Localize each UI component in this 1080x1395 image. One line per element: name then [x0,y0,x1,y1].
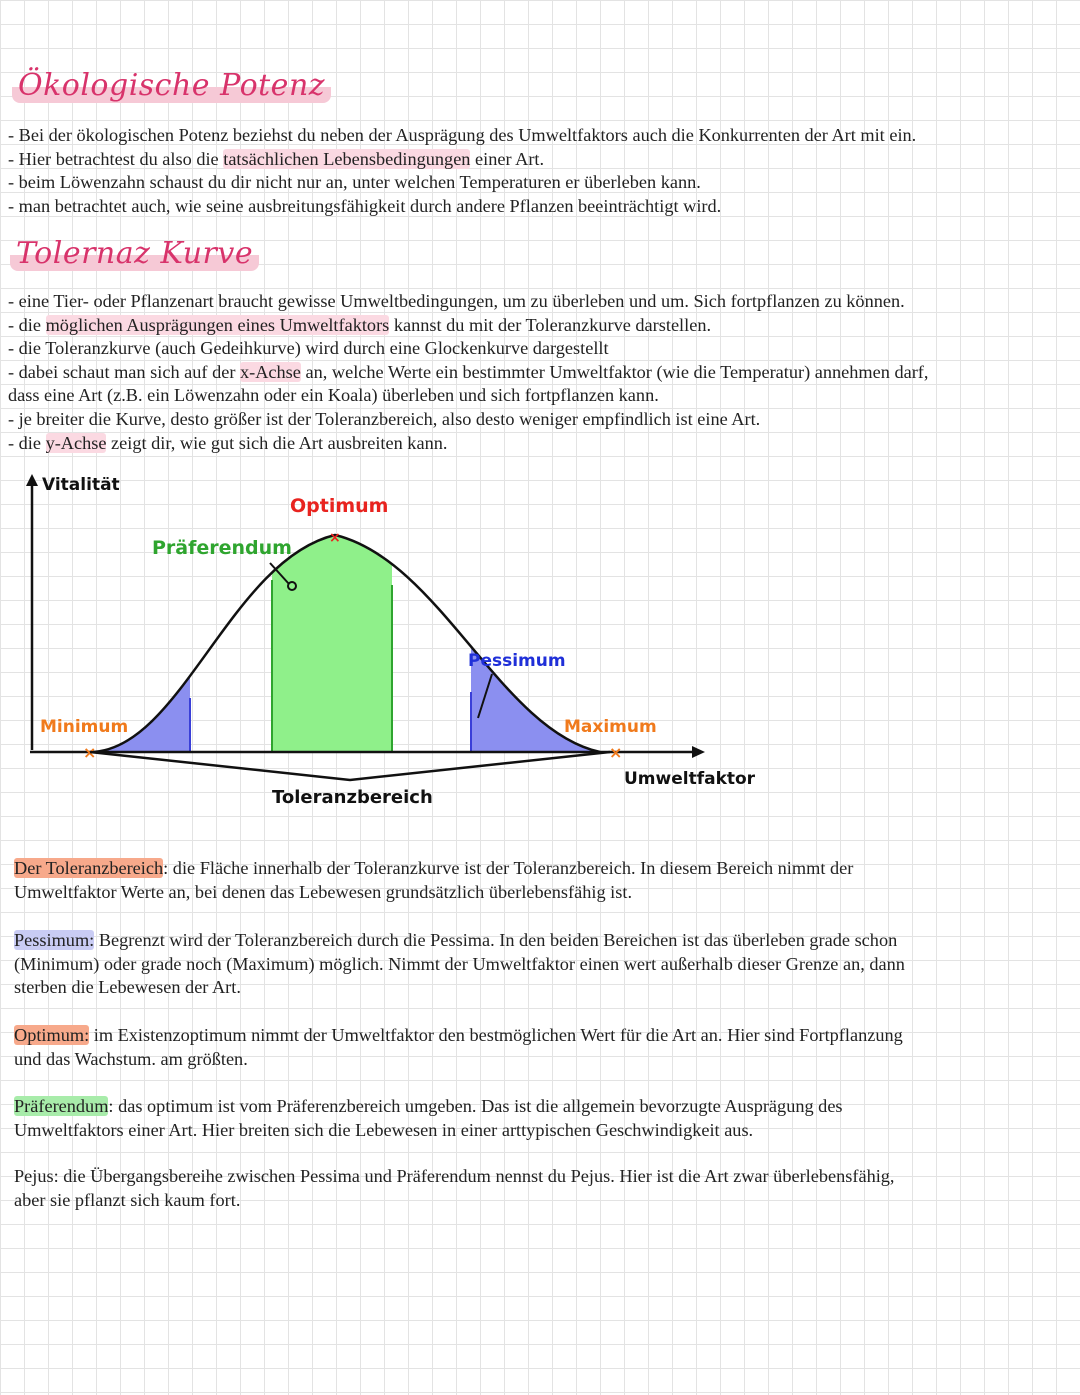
bullet-line: - die möglichen Ausprägungen eines Umweltfaktors kannst du mit der Toleranzkurve darstellen. [8,314,712,335]
tolerance-curve-diagram [0,460,1080,820]
bullet-line: - je breiter die Kurve, desto größer ist der Toleranzbereich, also desto weniger empfindlich ist eine Art. [8,408,761,429]
bullet-line: - die Toleranzkurve (auch Gedeihkurve) wird durch eine Glockenkurve dargestellt [8,338,609,359]
term-highlight: Optimum: [14,1025,90,1045]
definition-pejus: Pejus: die Übergangsbereihe zwischen Pessima und Präferendum nennst du Pejus. Hier ist die Art zwar überlebensfähig, aber sie pflanzt sich kaum fort. [14,1166,895,1210]
toleranzbereich-bracket [90,752,610,780]
definition-praeferendum: Präferendum: das optimum ist vom Präferenzbereich umgeben. Das ist die allgemein bevorzugte Ausprägung des Umweltfaktors einer Art. Hier breiten sich die Lebewesen in einer arttypischen Geschwindigkeit aus. [14,1096,843,1140]
bullet-line: dass eine Art (z.B. ein Löwenzahn oder ein Koala) überleben und sich fortpflanzen kann. [8,385,659,406]
heading-toleranz-kurve: Tolernaz Kurve [10,236,259,271]
pessimum-label: Pessimum [468,651,566,671]
pessimum-right-area [471,460,601,752]
toleranzbereich-label: Toleranzbereich [272,787,433,808]
bullet-line: - man betrachtet auch, wie seine ausbreitungsfähigkeit durch andere Pflanzen beeinträchtigt wird. [8,195,722,216]
highlight: möglichen Ausprägungen eines Umweltfaktors [45,314,390,335]
bullet-line: - Hier betrachtest du also die tatsächlichen Lebensbedingungen einer Art. [8,148,545,169]
y-axis-arrow [26,474,38,486]
bullet-line: - eine Tier- oder Pflanzenart braucht gewisse Umweltbedingungen, um zu überleben und um. Sich fortpflanzen zu können. [8,291,905,311]
term-highlight: Präferendum [14,1096,109,1116]
x-axis-label: Umweltfaktor [624,769,756,789]
maximum-label: Maximum [564,717,657,737]
bullet-line: - dabei schaut man sich auf der x-Achse an, welche Werte ein bestimmter Umweltfaktor (wie die Temperatur) annehmen darf, [8,361,929,382]
y-axis-label: Vitalität [42,475,120,495]
highlight: x-Achse [239,361,301,382]
minimum-label: Minimum [40,717,129,737]
pejus-left-area [90,460,190,752]
highlight: tatsächlichen Lebensbedingungen [223,148,471,169]
kurve-bullets [8,290,1062,455]
term-highlight: Der Toleranzbereich [14,858,164,878]
bullet-line: - die y-Achse zeigt dir, wie gut sich die Art ausbreiten kann. [8,432,448,453]
x-axis-arrow [692,746,705,758]
bullet-line: - Bei der ökologischen Potenz beziehst du neben der Ausprägung des Umweltfaktors auch die Konkurrenten der Art mit ein. [8,125,917,145]
praeferendum-label: Präferendum [152,537,292,559]
potenz-bullets [8,124,1062,218]
definition-toleranzbereich: Der Toleranzbereich: die Fläche innerhalb der Toleranzkurve ist der Toleranzbereich. In diesem Bereich nimmt der Umweltfaktor Werte an, bei denen das Lebewesen grundsätzlich überlebensfähig ist. [14,858,854,902]
definition-optimum: Optimum: im Existenzoptimum nimmt der Umweltfaktor den bestmöglichen Wert für die Art an. Hier sind Fortpflanzung und das Wachstum. am größten. [14,1025,903,1069]
bullet-line: - beim Löwenzahn schaust du dir nicht nur an, unter welchen Temperaturen er überleben kann. [8,172,701,193]
highlight: y-Achse [45,432,107,453]
maximum-marker: × [609,743,623,762]
heading-oekologische-potenz: Ökologische Potenz [12,68,331,103]
minimum-marker: × [83,743,97,762]
definition-pessimum: Pessimum: Begrenzt wird der Toleranzbereich durch die Pessima. In den beiden Bereichen ist das überleben grade schon (Minimum) oder grade noch (Maximum) möglich. Nimmt der Umweltfaktor einen wert außerhalb dieser Grenze an, dann sterben die Lebewesen der Art. [14,930,905,998]
term-highlight: Pessimum: [14,930,95,950]
optimum-label: Optimum [290,495,389,517]
optimum-marker: × [329,530,341,546]
